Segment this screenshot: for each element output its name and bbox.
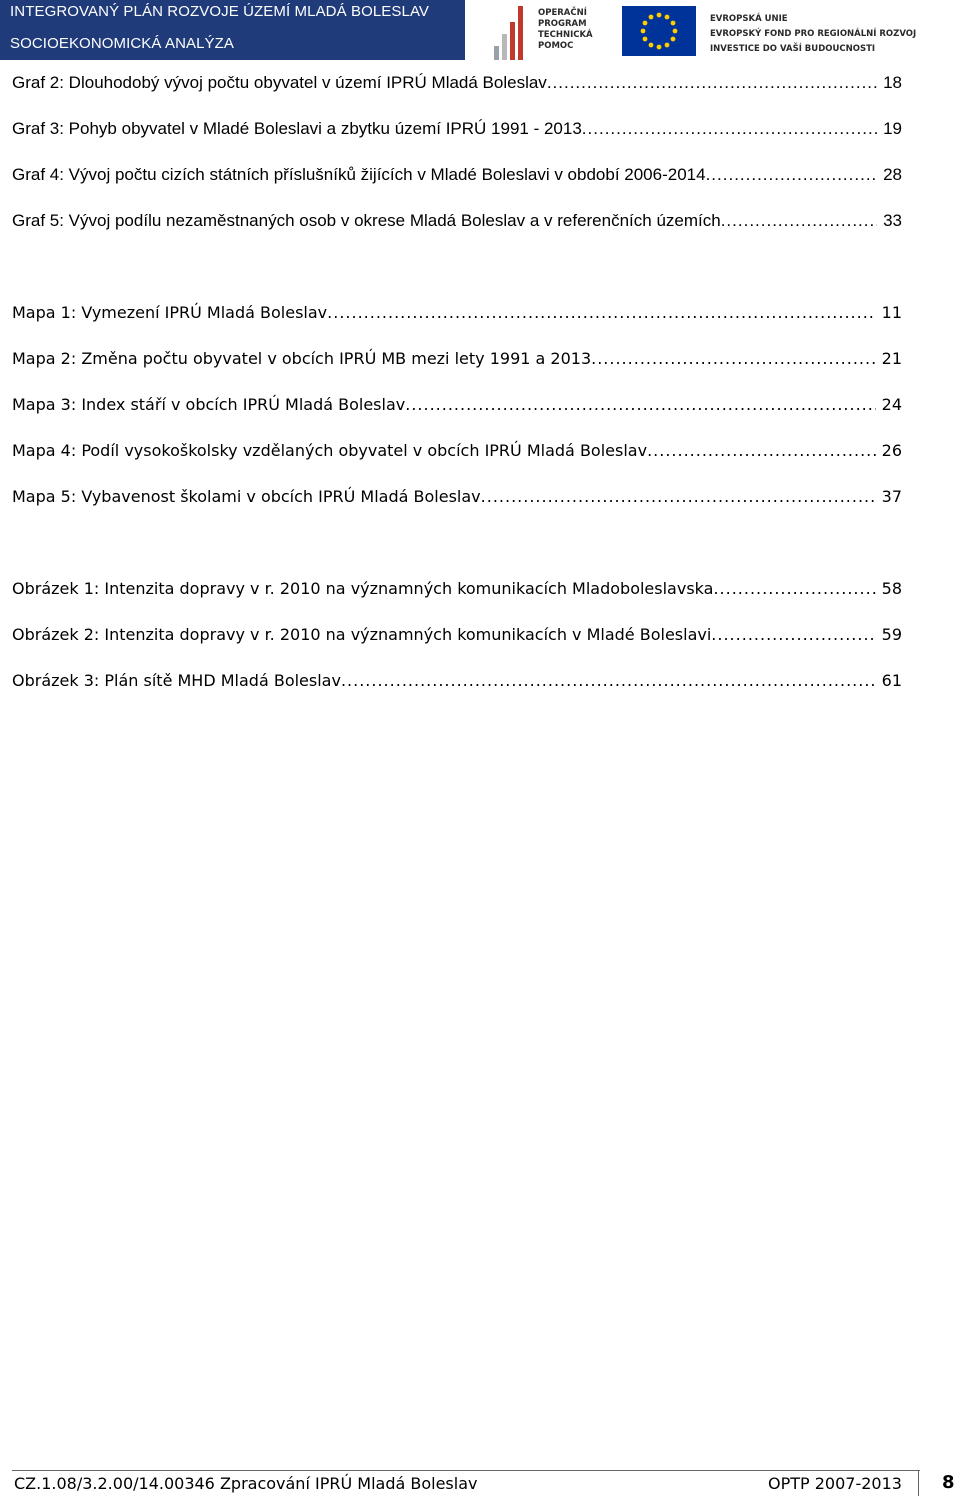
- footer-project-id: CZ.1.08/3.2.00/14.00346 Zpracování IPRÚ Mladá Boleslav: [14, 1474, 478, 1493]
- spacer: [12, 520, 902, 566]
- eu-flag-icon: [622, 6, 696, 56]
- toc-entry[interactable]: Obrázek 2: Intenzita dopravy v r. 2010 na významných komunikacích v Mladé Boleslavi ..... 59: [12, 612, 902, 658]
- toc-entry[interactable]: Obrázek 1: Intenzita dopravy v r. 2010 na významných komunikacích Mladoboleslavska ..... 58: [12, 566, 902, 612]
- page-number: 8: [942, 1472, 955, 1493]
- toc-entry[interactable]: Graf 4: Vývoj počtu cizích státních příslušníků žijících v Mladé Boleslavi v období 2006-2014 ..... 28: [12, 152, 902, 198]
- footer-divider: [918, 1470, 919, 1496]
- toc-entry[interactable]: Obrázek 3: Plán sítě MHD Mladá Boleslav ..... 61: [12, 658, 902, 704]
- footer-rule: [12, 1470, 920, 1471]
- page-footer: [0, 1470, 960, 1496]
- header-subtitle: SOCIOEKONOMICKÁ ANALÝZA: [10, 35, 235, 52]
- toc-entry[interactable]: Mapa 1: Vymezení IPRÚ Mladá Boleslav ..... 11: [12, 290, 902, 336]
- footer-program: OPTP 2007-2013: [768, 1474, 902, 1493]
- logo-strip: [494, 4, 917, 60]
- eu-logo-text: EVROPSKÁ UNIE EVROPSKÝ FOND PRO REGIONÁLNÍ ROZVOJ INVESTICE DO VAŠÍ BUDOUCNOSTI: [710, 14, 917, 54]
- header-title: INTEGROVANÝ PLÁN ROZVOJE ÚZEMÍ MLADÁ BOLESLAV: [10, 3, 430, 20]
- toc-entry[interactable]: Graf 5: Vývoj podílu nezaměstnaných osob v okrese Mladá Boleslav a v referenčních územích ..... 33: [12, 198, 902, 244]
- toc-entry[interactable]: Graf 3: Pohyb obyvatel v Mladé Boleslavi a zbytku území IPRÚ 1991 - 2013 ..... 19: [12, 106, 902, 152]
- optp-logo-text: OPERAČNÍ PROGRAM TECHNICKÁ POMOC: [538, 8, 593, 51]
- toc-entry[interactable]: Mapa 2: Změna počtu obyvatel v obcích IPRÚ MB mezi lety 1991 a 2013 ..... 21: [12, 336, 902, 382]
- table-of-contents: [12, 60, 902, 704]
- optp-bars-icon: [494, 6, 530, 60]
- toc-images: [12, 566, 902, 704]
- toc-entry[interactable]: Mapa 4: Podíl vysokoškolsky vzdělaných obyvatel v obcích IPRÚ Mladá Boleslav ..... 26: [12, 428, 902, 474]
- toc-graphs: [12, 60, 902, 244]
- toc-entry[interactable]: Mapa 5: Vybavenost školami v obcích IPRÚ Mladá Boleslav ..... 37: [12, 474, 902, 520]
- toc-entry[interactable]: Mapa 3: Index stáří v obcích IPRÚ Mladá Boleslav ..... 24: [12, 382, 902, 428]
- toc-maps: [12, 290, 902, 520]
- spacer: [12, 244, 902, 290]
- toc-entry[interactable]: Graf 2: Dlouhodobý vývoj počtu obyvatel v území IPRÚ Mladá Boleslav ..... 18: [12, 60, 902, 106]
- header-band: [0, 0, 465, 60]
- optp-logo: [494, 6, 604, 60]
